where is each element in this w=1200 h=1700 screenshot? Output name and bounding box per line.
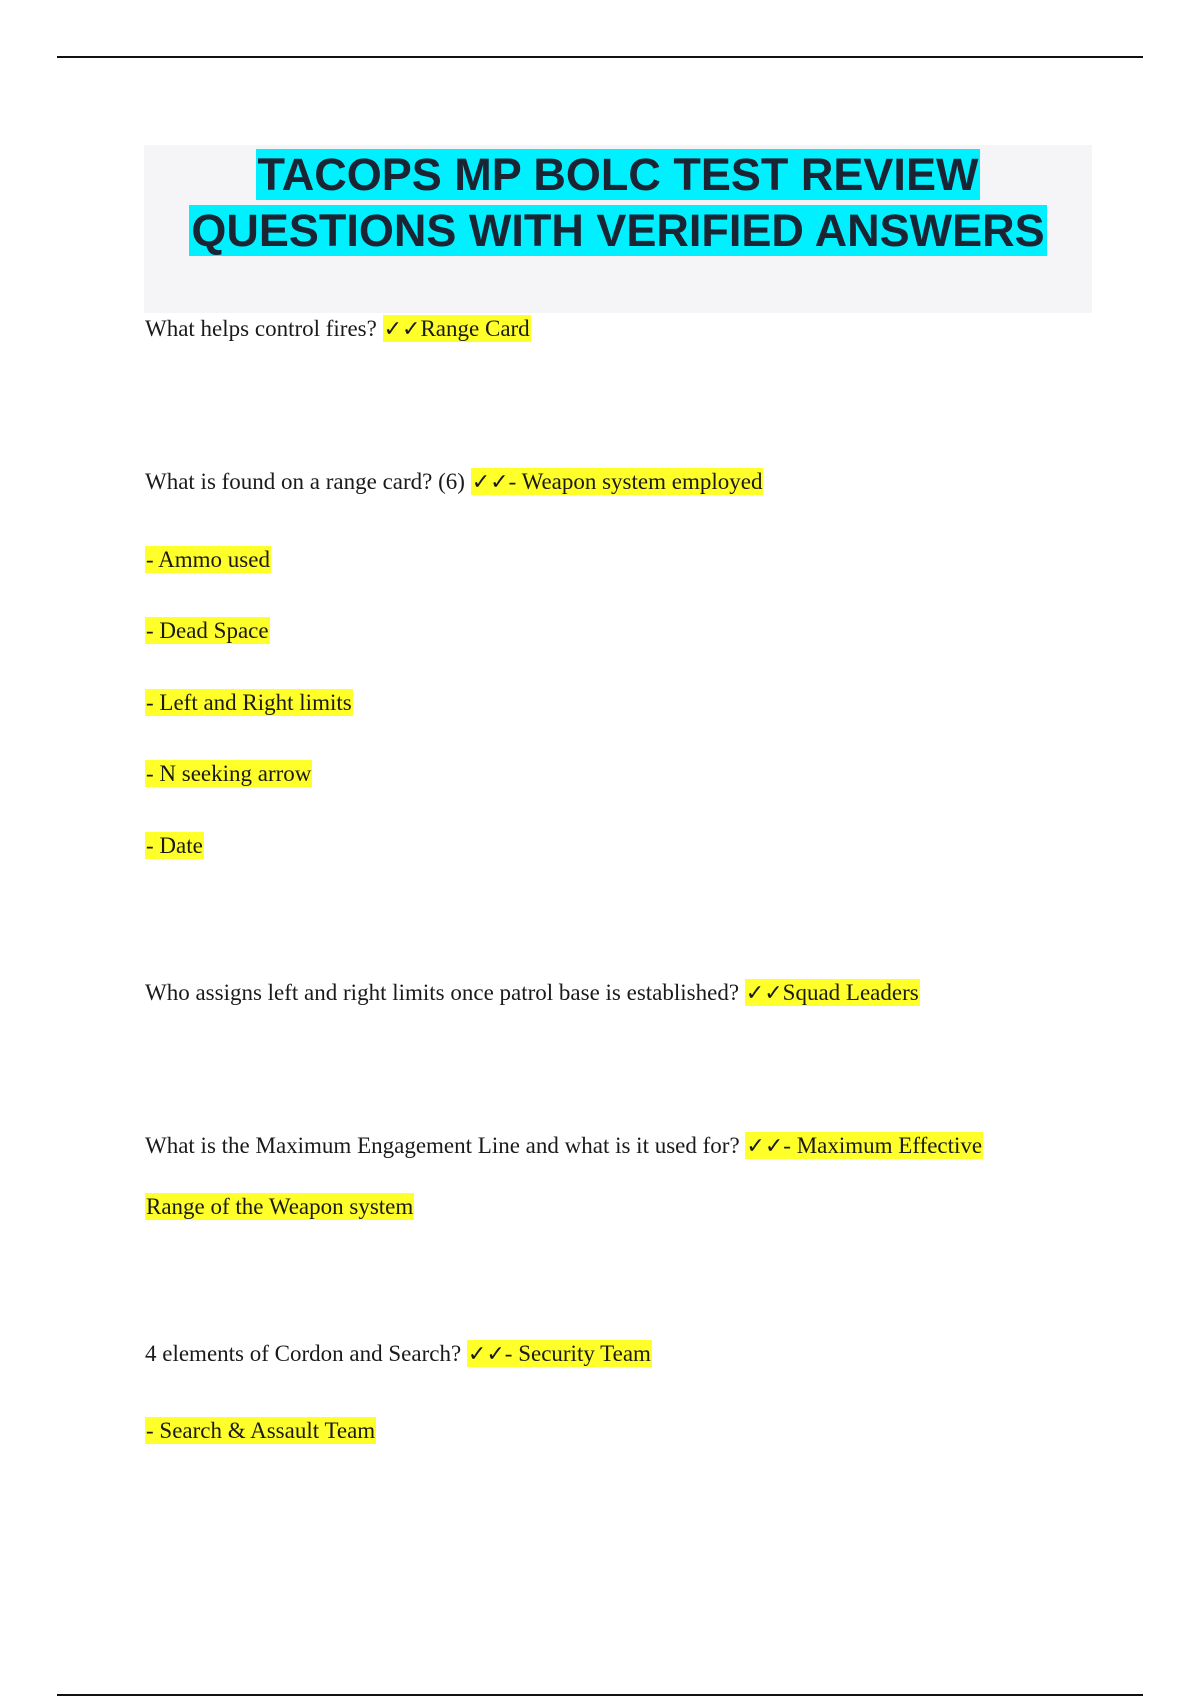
answer-line xyxy=(145,545,271,575)
question-text: What helps control fires? xyxy=(145,316,383,341)
qa-item-5 xyxy=(145,1339,652,1370)
answer-text: - Weapon system employed xyxy=(508,469,763,494)
question-text: What is found on a range card? (6) xyxy=(145,469,471,494)
answer-text: - Search & Assault Team xyxy=(146,1418,376,1443)
answer-text: - Ammo used xyxy=(146,547,270,572)
answer-highlight xyxy=(745,979,920,1006)
answer-highlight xyxy=(745,1132,983,1159)
answer-highlight xyxy=(467,1340,652,1367)
title-box xyxy=(144,145,1092,313)
answer-text: - N seeking arrow xyxy=(146,761,312,786)
qa-item-3 xyxy=(145,978,920,1009)
answer-highlight xyxy=(471,468,764,495)
answer-line xyxy=(145,1192,414,1222)
qa-item-2 xyxy=(145,467,763,498)
answer-text: Range Card xyxy=(420,316,530,341)
answer-text: - Date xyxy=(146,833,203,858)
check-mark-icon: ✓✓ xyxy=(745,981,783,1006)
qa-item-1 xyxy=(145,314,531,345)
answer-text: Squad Leaders xyxy=(782,980,919,1005)
title-line-1: TACOPS MP BOLC TEST REVIEW xyxy=(257,149,979,200)
bottom-rule xyxy=(57,1694,1143,1696)
check-mark-icon: ✓✓ xyxy=(471,470,509,495)
question-text: 4 elements of Cordon and Search? xyxy=(145,1341,467,1366)
question-text: Who assigns left and right limits once patrol base is established? xyxy=(145,980,745,1005)
qa-item-4 xyxy=(145,1131,983,1162)
top-rule xyxy=(57,56,1143,58)
answer-line xyxy=(145,759,312,789)
answer-text: - Left and Right limits xyxy=(146,690,352,715)
check-mark-icon: ✓✓ xyxy=(467,1342,505,1367)
answer-line xyxy=(145,616,270,646)
answer-line xyxy=(145,688,353,718)
title-line-2: QUESTIONS WITH VERIFIED ANSWERS xyxy=(191,205,1045,256)
answer-line xyxy=(145,1416,376,1446)
answer-text: - Dead Space xyxy=(146,618,269,643)
check-mark-icon: ✓✓ xyxy=(746,1134,784,1159)
answer-text: - Security Team xyxy=(504,1341,651,1366)
answer-highlight xyxy=(383,315,531,342)
answer-text: Range of the Weapon system xyxy=(146,1194,414,1219)
question-text: What is the Maximum Engagement Line and what is it used for? xyxy=(145,1133,746,1158)
document-title xyxy=(144,145,1092,259)
answer-line xyxy=(145,831,204,861)
answer-text: - Maximum Effective xyxy=(783,1133,983,1158)
check-mark-icon: ✓✓ xyxy=(383,317,421,342)
